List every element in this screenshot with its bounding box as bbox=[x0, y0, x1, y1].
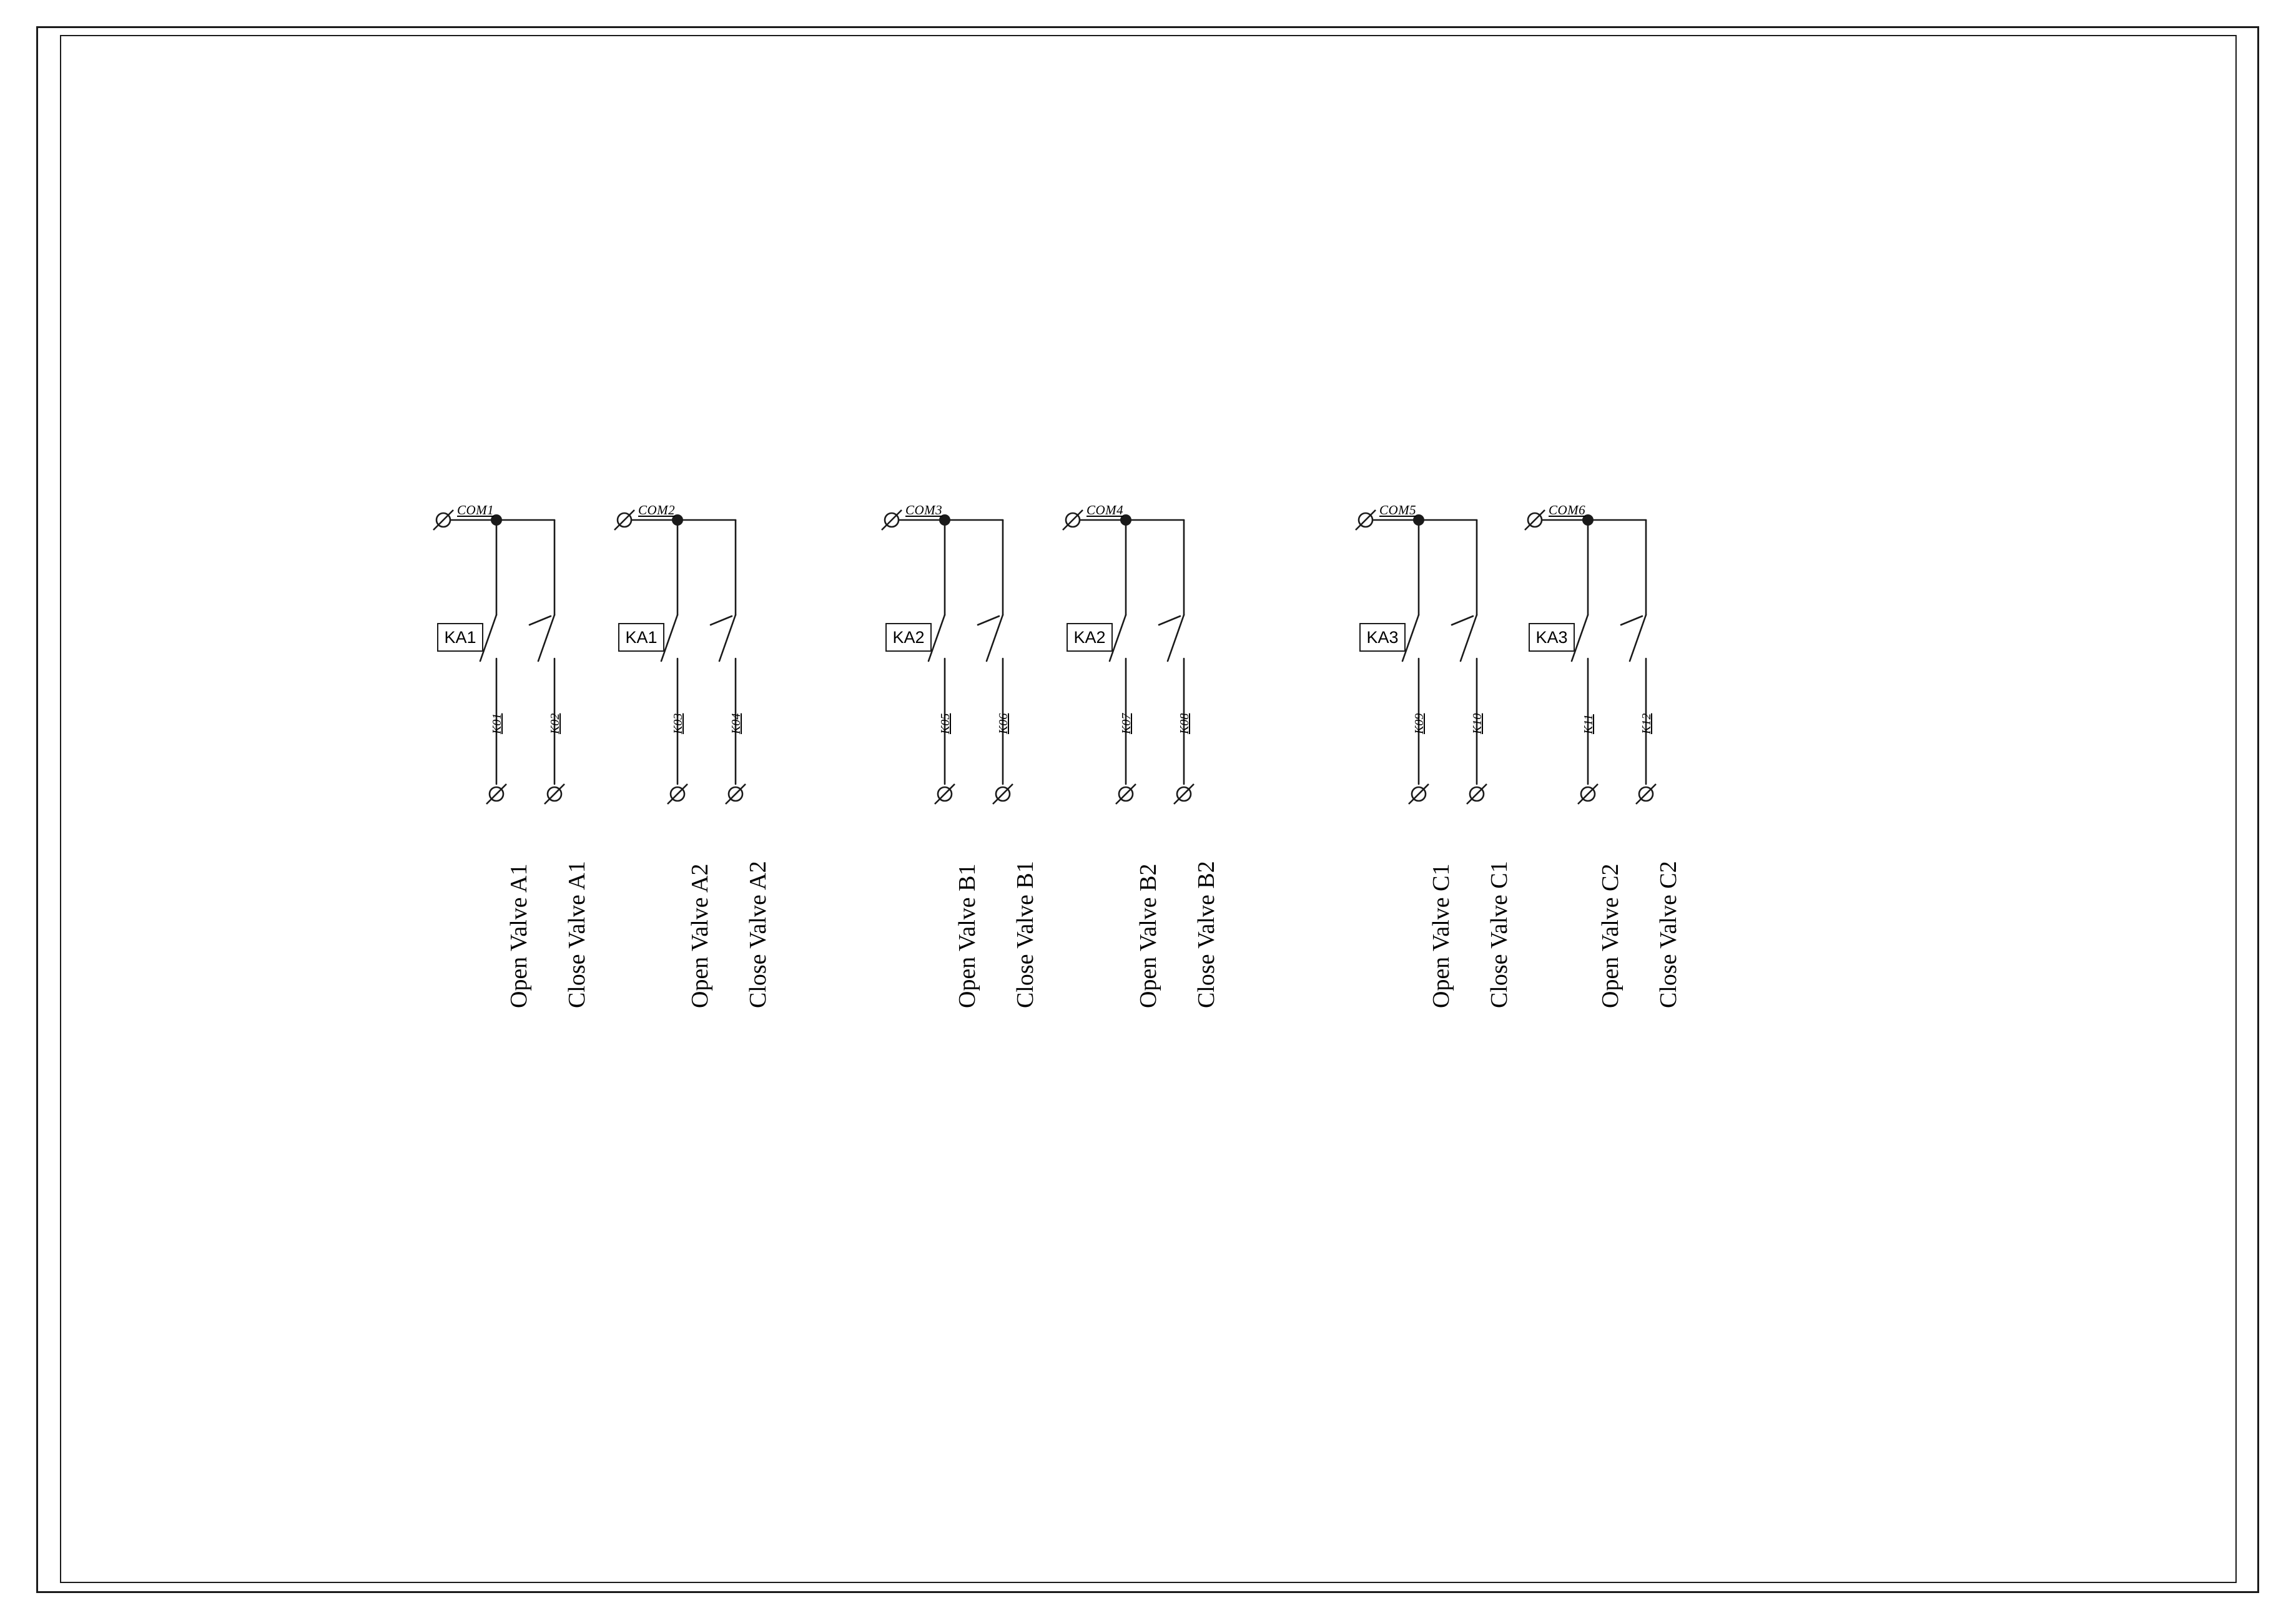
relay-reference-box-COM1: KA1 bbox=[437, 623, 483, 652]
relay-reference-box-COM2: KA1 bbox=[618, 623, 664, 652]
contact-blade-K12 bbox=[1630, 615, 1646, 661]
wire-number-label-K05: K05 bbox=[939, 713, 952, 734]
relay-reference-box-COM3: KA2 bbox=[885, 623, 932, 652]
function-label-k08: Close Valve B2 bbox=[1193, 861, 1219, 1008]
contact-blade-K08 bbox=[1168, 615, 1184, 661]
terminal-label-COM2: COM2 bbox=[638, 503, 676, 517]
wire-number-label-K12: K12 bbox=[1640, 713, 1653, 734]
function-label-k06: Close Valve B1 bbox=[1012, 861, 1038, 1008]
function-label-k05: Open Valve B1 bbox=[954, 863, 980, 1008]
function-label-k10: Close Valve C1 bbox=[1486, 861, 1512, 1008]
wire-number-label-K04: K04 bbox=[729, 713, 743, 734]
contact-bar-K12 bbox=[1621, 616, 1642, 625]
contact-blade-K06 bbox=[987, 615, 1003, 661]
wire-number-label-K02: K02 bbox=[548, 713, 562, 734]
relay-reference-box-COM4: KA2 bbox=[1067, 623, 1113, 652]
function-label-k01: Open Valve A1 bbox=[506, 863, 532, 1008]
wire-number-label-K11: K11 bbox=[1582, 714, 1595, 734]
wire-number-label-K01: K01 bbox=[490, 713, 504, 734]
wire-number-label-K08: K08 bbox=[1178, 713, 1191, 734]
contact-bar-K06 bbox=[978, 616, 999, 625]
wire-number-label-K10: K10 bbox=[1471, 713, 1484, 734]
terminal-label-COM4: COM4 bbox=[1086, 503, 1124, 517]
wire-number-label-K09: K09 bbox=[1412, 713, 1426, 734]
terminal-label-COM6: COM6 bbox=[1549, 503, 1586, 517]
function-label-k03: Open Valve A2 bbox=[687, 863, 713, 1008]
function-label-k11: Open Valve C2 bbox=[1597, 863, 1623, 1008]
function-label-k02: Close Valve A1 bbox=[564, 861, 590, 1008]
wire-number-label-K06: K06 bbox=[997, 713, 1010, 734]
terminal-label-COM1: COM1 bbox=[457, 503, 495, 517]
relay-reference-box-COM5: KA3 bbox=[1359, 623, 1406, 652]
function-label-k07: Open Valve B2 bbox=[1135, 863, 1161, 1008]
contact-bar-K10 bbox=[1452, 616, 1473, 625]
contact-blade-K04 bbox=[719, 615, 736, 661]
wire-number-label-K07: K07 bbox=[1120, 713, 1133, 734]
function-label-k12: Close Valve C2 bbox=[1655, 861, 1682, 1008]
contact-bar-K04 bbox=[711, 616, 732, 625]
contact-blade-K02 bbox=[538, 615, 554, 661]
function-label-k04: Close Valve A2 bbox=[745, 861, 771, 1008]
contact-blade-K10 bbox=[1461, 615, 1477, 661]
terminal-label-COM5: COM5 bbox=[1379, 503, 1417, 517]
contact-bar-K08 bbox=[1159, 616, 1180, 625]
relay-reference-box-COM6: KA3 bbox=[1529, 623, 1575, 652]
contact-bar-K02 bbox=[530, 616, 551, 625]
terminal-label-COM3: COM3 bbox=[905, 503, 943, 517]
function-label-k09: Open Valve C1 bbox=[1428, 863, 1454, 1008]
wire-number-label-K03: K03 bbox=[671, 713, 685, 734]
